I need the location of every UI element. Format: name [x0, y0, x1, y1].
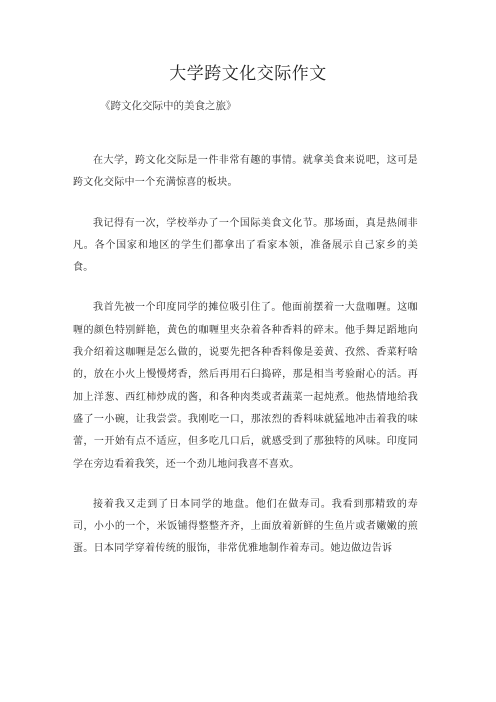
paragraph-4: 接着我又走到了日本同学的地盘。他们在做寿司。我看到那精致的寿司，小小的一个，米饭铺得整整齐齐，上面放着新鲜的生鱼片或者嫩嫩的煎蛋。日本同学穿着传统的服饰，非常优雅地制作着寿司。她边做边告诉 [73, 498, 418, 555]
document-subtitle: 《跨文化交际中的美食之旅》 [100, 100, 237, 112]
paragraph-2: 我记得有一次，学校举办了一个国际美食文化节。那场面，真是热闹非凡。各个国家和地区的学生们都拿出了看家本领，准备展示自己家乡的美食。 [73, 217, 418, 274]
document-title: 大学跨文化交际作文 [169, 64, 327, 84]
paragraph-3: 我首先被一个印度同学的摊位吸引住了。他面前摆着一大盘咖喱。这咖喱的颜色特别鲜艳，黄色的咖喱里夹杂着各种香料的碎末。他手舞足蹈地向我介绍着这咖喱是怎么做的，说要先把各种香料像是姜黄、孜然、香菜籽啥的，放在小火上慢慢烤香，然后再用石臼捣碎，那是相当考验耐心的活。再加上洋葱、西红柿炒成的酱，和各种肉类或者蔬菜一起炖煮。他热情地给我盛了一小碗，让我尝尝。我刚吃一口，那浓烈的香料味就猛地冲击着我的味蕾，一开始有点不适应，但多吃几口后，就感受到了那独特的风味。印度同学在旁边看着我笑，还一个劲儿地问我喜不喜欢。 [73, 302, 418, 470]
paragraph-1: 在大学，跨文化交际是一件非常有趣的事情。就拿美食来说吧，这可是跨文化交际中一个充满惊喜的板块。 [73, 155, 418, 189]
document-body [73, 150, 418, 579]
